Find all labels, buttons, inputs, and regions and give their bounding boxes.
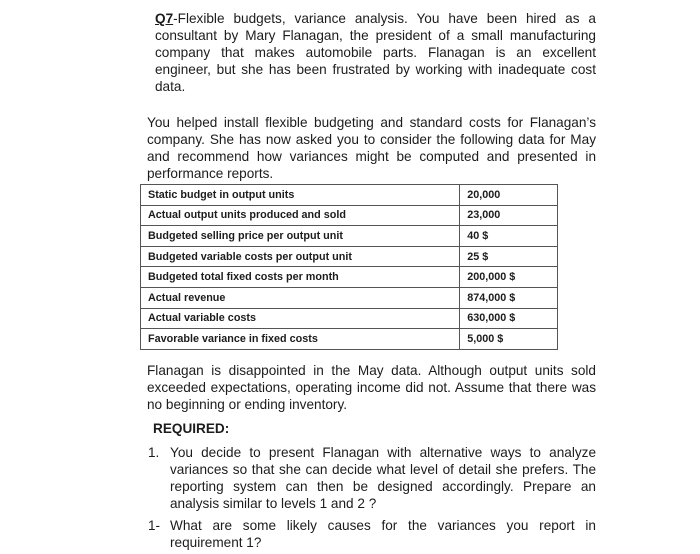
data-table bbox=[140, 184, 558, 350]
table-row bbox=[141, 205, 558, 226]
disappointment-paragraph: Flanagan is disappointed in the May data. Although output units sold exceeded expectations, operating income did not. Assume that there was no beginning or ending inventory. bbox=[147, 363, 596, 412]
requirement-number: 1- bbox=[148, 518, 161, 533]
row-value: 40 $ bbox=[460, 226, 558, 247]
requirement-number: 1. bbox=[148, 445, 160, 460]
table-row bbox=[141, 185, 558, 206]
table-row bbox=[141, 308, 558, 329]
row-label: Actual output units produced and sold bbox=[141, 205, 460, 226]
row-label: Actual variable costs bbox=[141, 308, 460, 329]
row-value: 20,000 bbox=[460, 185, 558, 206]
table-row bbox=[141, 329, 558, 350]
row-label: Budgeted total fixed costs per month bbox=[141, 267, 460, 288]
row-value: 200,000 $ bbox=[460, 267, 558, 288]
requirement-text: What are some likely causes for the variances you report in requirement 1? bbox=[170, 518, 596, 550]
row-label: Budgeted selling price per output unit bbox=[141, 226, 460, 247]
row-value: 23,000 bbox=[460, 205, 558, 226]
table-row bbox=[141, 246, 558, 267]
question-intro-text: -Flexible budgets, variance analysis. You have been hired as a consultant by Mary Flanagan, the president of a small manufacturing company that makes automobile parts. Flanagan is an excellent engineer, but she has been frustrated by working with inadequate cost data. bbox=[155, 11, 596, 94]
row-value: 630,000 $ bbox=[460, 308, 558, 329]
row-label: Budgeted variable costs per output unit bbox=[141, 246, 460, 267]
requirement-text: You decide to present Flanagan with alternative ways to analyze variances so that she can decide what level of detail she prefers. The reporting system can then be designed accordingly. Prepare an analysis similar to levels 1 and 2 ? bbox=[170, 445, 596, 511]
question-label: Q7 bbox=[155, 11, 174, 26]
row-label: Static budget in output units bbox=[141, 185, 460, 206]
row-label: Actual revenue bbox=[141, 287, 460, 308]
row-value: 874,000 $ bbox=[460, 287, 558, 308]
row-value: 25 $ bbox=[460, 246, 558, 267]
question-intro-paragraph bbox=[155, 10, 596, 95]
table-row bbox=[141, 226, 558, 247]
context-paragraph: You helped install flexible budgeting and standard costs for Flanagan’s company. She has now asked you to consider the following data for May and recommend how variances might be computed and presented in performance reports. bbox=[147, 115, 596, 181]
table-row bbox=[141, 287, 558, 308]
table-row bbox=[141, 267, 558, 288]
row-label: Favorable variance in fixed costs bbox=[141, 329, 460, 350]
row-value: 5,000 $ bbox=[460, 329, 558, 350]
required-heading: REQUIRED: bbox=[153, 421, 230, 436]
